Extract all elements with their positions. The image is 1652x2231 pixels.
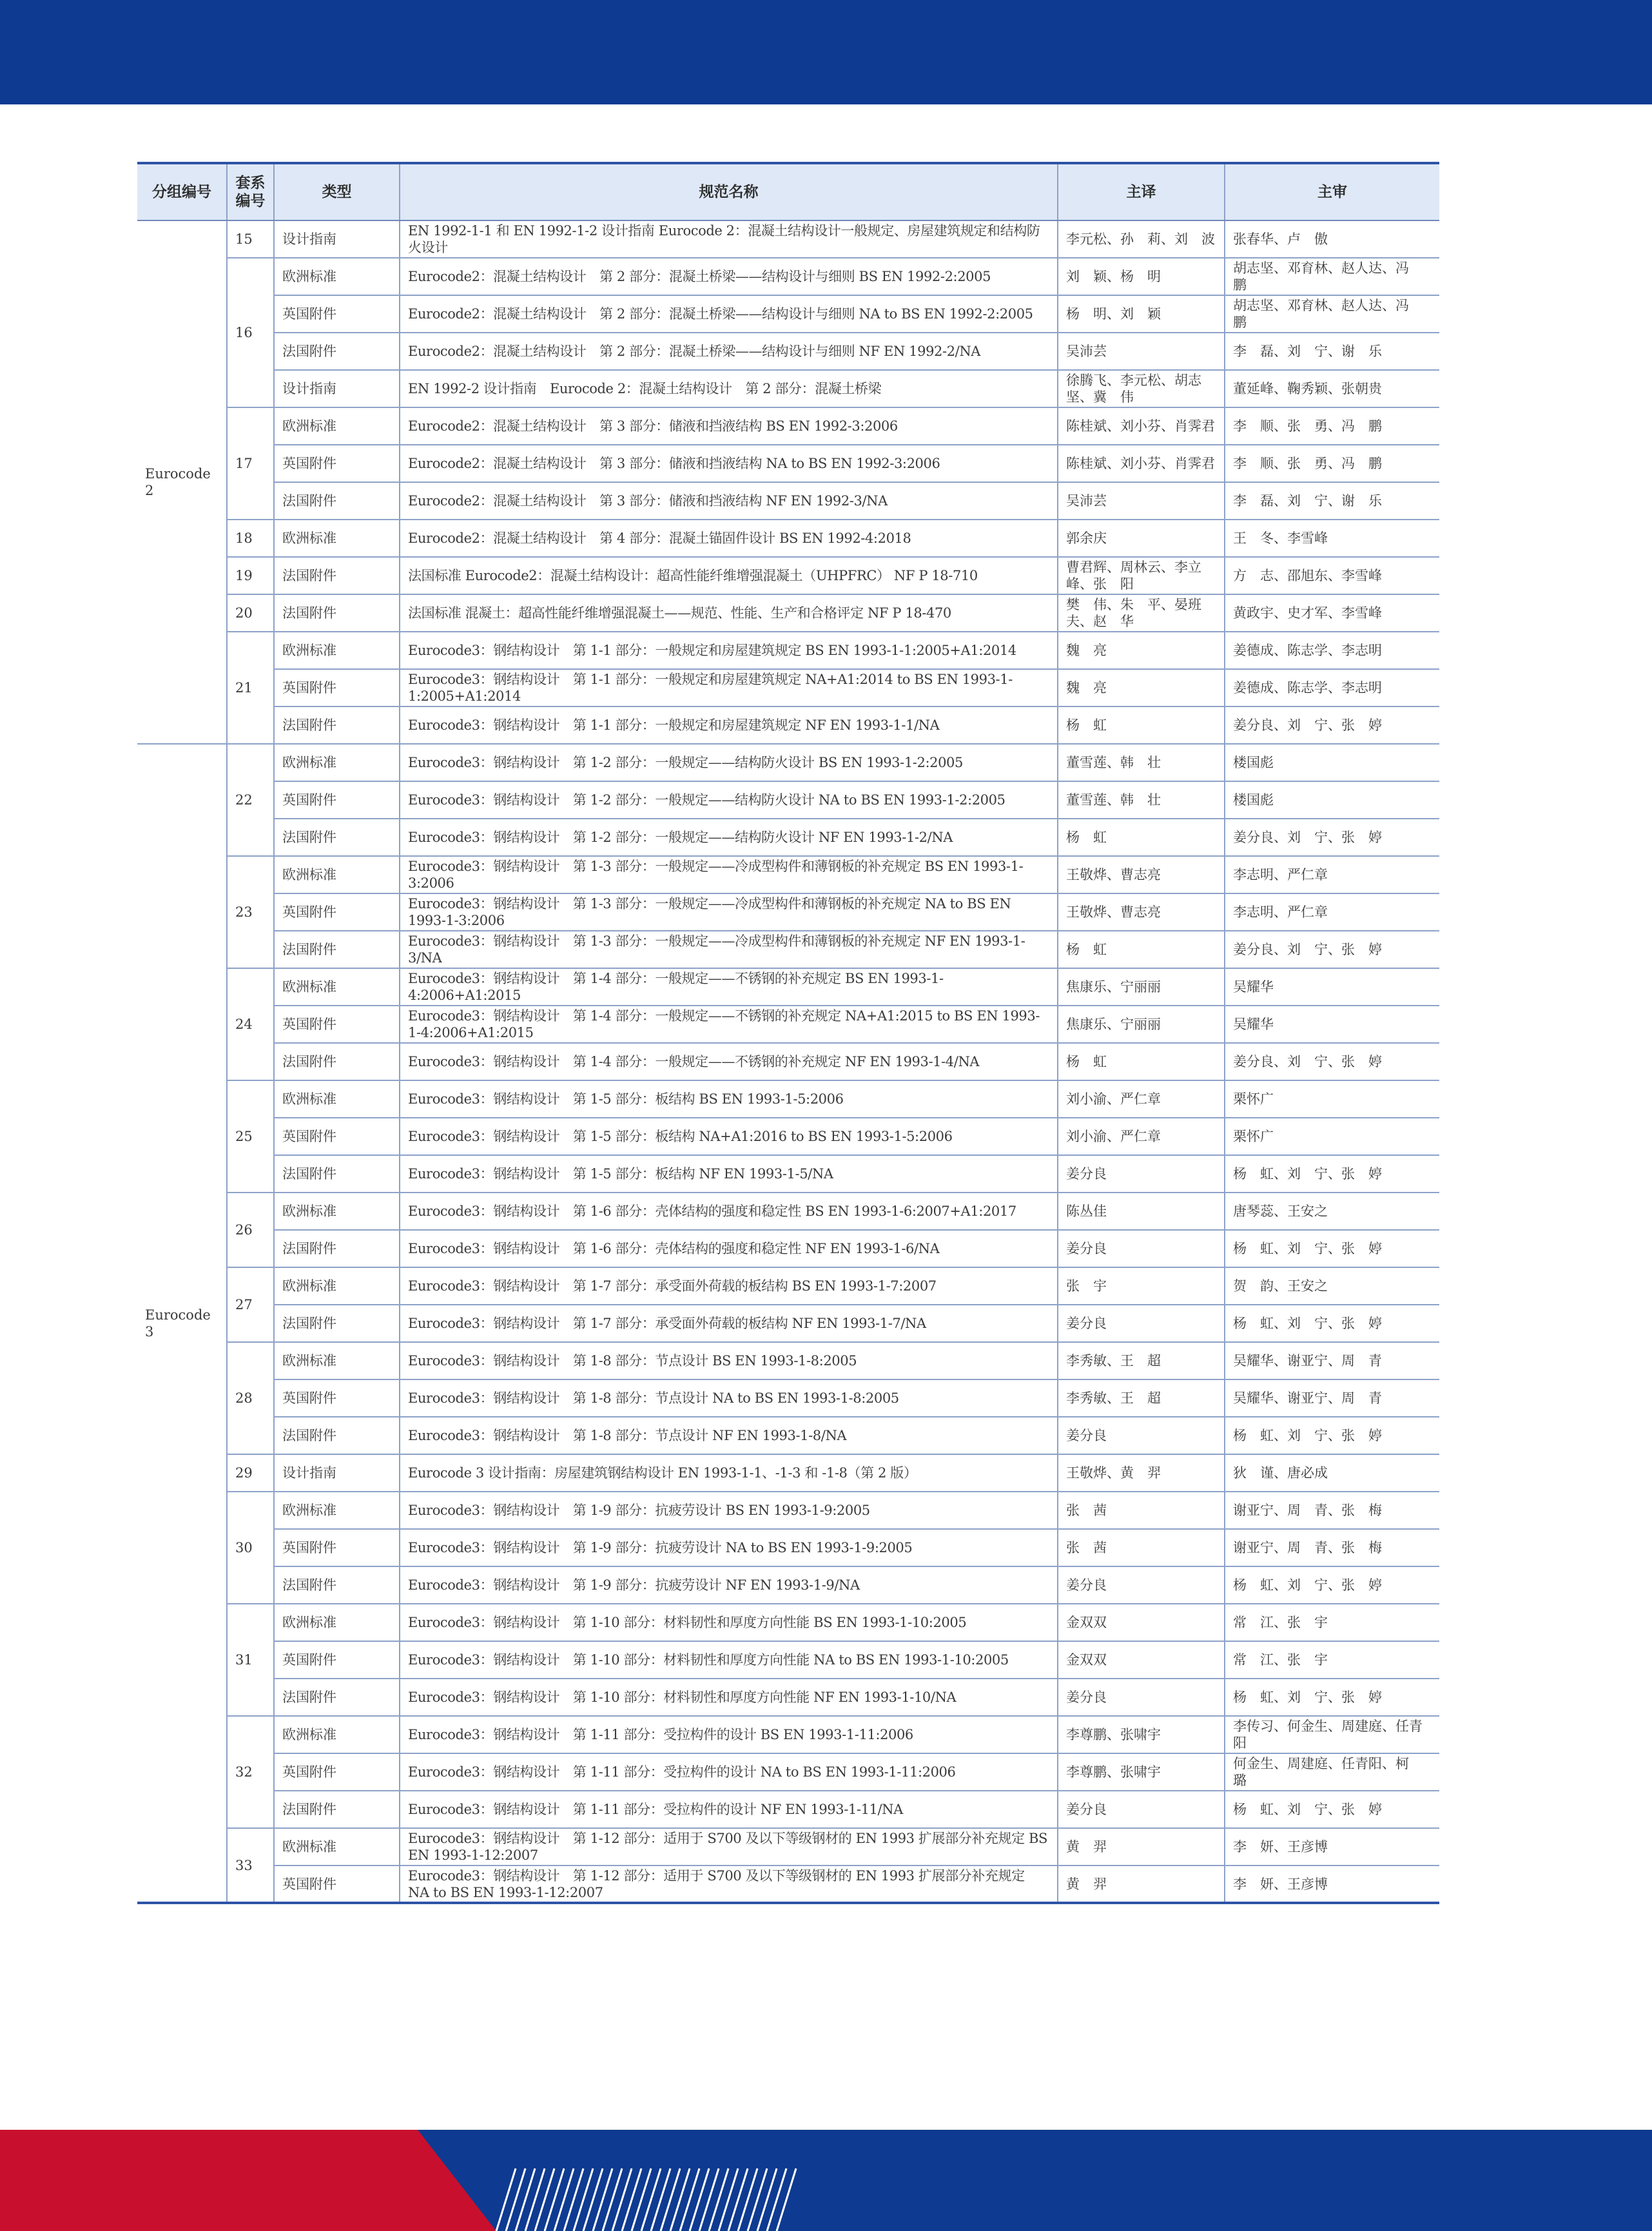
hatch-line: [767, 2168, 786, 2231]
type-cell: 欧洲标准: [274, 968, 400, 1006]
type-cell: 英国附件: [274, 1529, 400, 1566]
reviewer-cell: 姜分良、刘 宁、张 婷: [1225, 706, 1439, 744]
translator-cell: 李尊鹏、张啸宇: [1058, 1716, 1225, 1753]
table-row: [137, 706, 1439, 744]
table-row: [137, 1866, 1439, 1903]
hatch-line: [593, 2168, 612, 2231]
hatch-line: [603, 2168, 622, 2231]
type-cell: 法国附件: [274, 1679, 400, 1716]
hatch-line: [554, 2168, 574, 2231]
spec-name-cell: Eurocode2：混凝土结构设计 第 3 部分：储液和挡液结构 NA to BS EN 1992-3:2006: [400, 445, 1058, 482]
type-cell: 设计指南: [274, 1454, 400, 1492]
translator-cell: 刘小渝、严仁章: [1058, 1118, 1225, 1155]
reviewer-cell: 董延峰、鞠秀颖、张朝贵: [1225, 370, 1439, 407]
spec-name-cell: Eurocode3：钢结构设计 第 1-7 部分：承受面外荷载的板结构 NF EN 1993-1-7/NA: [400, 1305, 1058, 1342]
type-cell: 欧洲标准: [274, 1080, 400, 1118]
spec-name-cell: Eurocode3：钢结构设计 第 1-7 部分：承受面外荷载的板结构 BS EN 1993-1-7:2007: [400, 1267, 1058, 1305]
type-cell: 欧洲标准: [274, 1828, 400, 1866]
translator-cell: 吴沛芸: [1058, 482, 1225, 520]
type-cell: 欧洲标准: [274, 744, 400, 781]
table-row: [137, 333, 1439, 370]
type-cell: 法国附件: [274, 482, 400, 520]
set-number-cell: 33: [227, 1828, 274, 1903]
reviewer-cell: 楼国彪: [1225, 744, 1439, 781]
type-cell: 法国附件: [274, 706, 400, 744]
reviewer-cell: 常 江、张 宇: [1225, 1604, 1439, 1641]
translator-cell: 王敬烨、曹志亮: [1058, 893, 1225, 931]
hatch-line: [728, 2168, 748, 2231]
reviewer-cell: 杨 虹、刘 宁、张 婷: [1225, 1155, 1439, 1193]
type-cell: 欧洲标准: [274, 1716, 400, 1753]
table-row: [137, 1791, 1439, 1828]
hatch-line: [661, 2168, 680, 2231]
hatch-line: [496, 2168, 516, 2231]
reviewer-cell: 杨 虹、刘 宁、张 婷: [1225, 1417, 1439, 1454]
spec-name-cell: 法国标准 Eurocode2：混凝土结构设计：超高性能纤维增强混凝土（UHPFRC） NF P 18-710: [400, 557, 1058, 594]
type-cell: 法国附件: [274, 1305, 400, 1342]
spec-name-cell: Eurocode3：钢结构设计 第 1-2 部分：一般规定——结构防火设计 NF EN 1993-1-2/NA: [400, 819, 1058, 856]
table-row: [137, 1604, 1439, 1641]
table-row: [137, 1679, 1439, 1716]
translator-cell: 陈桂斌、刘小芬、肖霁君: [1058, 445, 1225, 482]
header-type: 类型: [274, 163, 400, 220]
reviewer-cell: 李 磊、刘 宁、谢 乐: [1225, 482, 1439, 520]
translator-cell: 王敬烨、黄 羿: [1058, 1454, 1225, 1492]
translator-cell: 樊 伟、朱 平、晏班夫、赵 华: [1058, 594, 1225, 632]
reviewer-cell: 张春华、卢 傲: [1225, 220, 1439, 258]
set-number-cell: 15: [227, 220, 274, 258]
spec-name-cell: Eurocode3：钢结构设计 第 1-6 部分：壳体结构的强度和稳定性 NF EN 1993-1-6/NA: [400, 1230, 1058, 1267]
spec-name-cell: Eurocode3：钢结构设计 第 1-8 部分：节点设计 NF EN 1993-1-8/NA: [400, 1417, 1058, 1454]
type-cell: 法国附件: [274, 333, 400, 370]
table-row: [137, 632, 1439, 669]
translator-cell: 陈丛佳: [1058, 1193, 1225, 1230]
hatch-line: [777, 2168, 796, 2231]
hatch-line: [738, 2168, 757, 2231]
table-row: [137, 220, 1439, 258]
hatch-line: [651, 2168, 670, 2231]
table-row: [137, 669, 1439, 706]
spec-name-cell: Eurocode3：钢结构设计 第 1-3 部分：一般规定——冷成型构件和薄钢板的补充规定 NA to BS EN 1993-1-3:2006: [400, 893, 1058, 931]
reviewer-cell: 李志明、严仁章: [1225, 893, 1439, 931]
set-number-cell: 19: [227, 557, 274, 594]
table-row: [137, 1417, 1439, 1454]
set-number-cell: 30: [227, 1492, 274, 1604]
set-number-cell: 24: [227, 968, 274, 1080]
type-cell: 欧洲标准: [274, 520, 400, 557]
translator-cell: 张 宇: [1058, 1267, 1225, 1305]
table-row: [137, 1043, 1439, 1080]
spec-name-cell: Eurocode2：混凝土结构设计 第 2 部分：混凝土桥梁——结构设计与细则 NF EN 1992-2/NA: [400, 333, 1058, 370]
table-row: [137, 258, 1439, 295]
type-cell: 欧洲标准: [274, 632, 400, 669]
table-row: [137, 1529, 1439, 1566]
table-row: [137, 968, 1439, 1006]
spec-name-cell: Eurocode3：钢结构设计 第 1-9 部分：抗疲劳设计 BS EN 1993-1-9:2005: [400, 1492, 1058, 1529]
type-cell: 设计指南: [274, 370, 400, 407]
type-cell: 法国附件: [274, 1566, 400, 1604]
spec-name-cell: Eurocode3：钢结构设计 第 1-11 部分：受拉构件的设计 NF EN 1993-1-11/NA: [400, 1791, 1058, 1828]
footer-red-stripe: [0, 2130, 496, 2231]
type-cell: 法国附件: [274, 1230, 400, 1267]
hatch-line: [719, 2168, 738, 2231]
reviewer-cell: 唐琴蕊、王安之: [1225, 1193, 1439, 1230]
translator-cell: 曹君辉、周林云、李立峰、张 阳: [1058, 557, 1225, 594]
translator-cell: 董雪莲、韩 壮: [1058, 781, 1225, 819]
table-row: [137, 1155, 1439, 1193]
group-cell: Eurocode 2: [137, 220, 227, 744]
translator-cell: 姜分良: [1058, 1679, 1225, 1716]
spec-name-cell: Eurocode3：钢结构设计 第 1-2 部分：一般规定——结构防火设计 NA to BS EN 1993-1-2:2005: [400, 781, 1058, 819]
reviewer-cell: 杨 虹、刘 宁、张 婷: [1225, 1679, 1439, 1716]
spec-name-cell: Eurocode3：钢结构设计 第 1-12 部分：适用于 S700 及以下等级钢材的 EN 1993 扩展部分补充规定 NA to BS EN 1993-1-12:2007: [400, 1866, 1058, 1903]
translator-cell: 吴沛芸: [1058, 333, 1225, 370]
hatch-line: [680, 2168, 699, 2231]
type-cell: 法国附件: [274, 1155, 400, 1193]
set-number-cell: 26: [227, 1193, 274, 1267]
header-name: 规范名称: [400, 163, 1058, 220]
table-row: [137, 1379, 1439, 1417]
hatch-line: [641, 2168, 661, 2231]
spec-name-cell: Eurocode3：钢结构设计 第 1-11 部分：受拉构件的设计 BS EN 1993-1-11:2006: [400, 1716, 1058, 1753]
type-cell: 英国附件: [274, 445, 400, 482]
table-row: [137, 1118, 1439, 1155]
reviewer-cell: 王 冬、李雪峰: [1225, 520, 1439, 557]
spec-name-cell: Eurocode3：钢结构设计 第 1-9 部分：抗疲劳设计 NA to BS EN 1993-1-9:2005: [400, 1529, 1058, 1566]
spec-name-cell: Eurocode3：钢结构设计 第 1-5 部分：板结构 BS EN 1993-1-5:2006: [400, 1080, 1058, 1118]
translator-cell: 黄 羿: [1058, 1828, 1225, 1866]
reviewer-cell: 李志明、严仁章: [1225, 856, 1439, 893]
table-row: [137, 744, 1439, 781]
translator-cell: 张 茜: [1058, 1529, 1225, 1566]
spec-name-cell: Eurocode3：钢结构设计 第 1-3 部分：一般规定——冷成型构件和薄钢板的补充规定 BS EN 1993-1-3:2006: [400, 856, 1058, 893]
type-cell: 欧洲标准: [274, 407, 400, 445]
translator-cell: 李秀敏、王 超: [1058, 1342, 1225, 1379]
spec-name-cell: Eurocode3：钢结构设计 第 1-10 部分：材料韧性和厚度方向性能 NF EN 1993-1-10/NA: [400, 1679, 1058, 1716]
type-cell: 欧洲标准: [274, 1492, 400, 1529]
reviewer-cell: 狄 谨、唐必成: [1225, 1454, 1439, 1492]
table-row: [137, 1828, 1439, 1866]
type-cell: 法国附件: [274, 819, 400, 856]
table-row: [137, 893, 1439, 931]
table-row: [137, 407, 1439, 445]
type-cell: 欧洲标准: [274, 1604, 400, 1641]
reviewer-cell: 杨 虹、刘 宁、张 婷: [1225, 1230, 1439, 1267]
type-cell: 英国附件: [274, 1118, 400, 1155]
set-number-cell: 23: [227, 856, 274, 968]
translator-cell: 杨 虹: [1058, 819, 1225, 856]
reviewer-cell: 谢亚宁、周 青、张 梅: [1225, 1529, 1439, 1566]
translator-cell: 王敬烨、曹志亮: [1058, 856, 1225, 893]
type-cell: 英国附件: [274, 669, 400, 706]
table-row: [137, 931, 1439, 968]
table-header-row: [137, 163, 1439, 220]
table-row: [137, 520, 1439, 557]
hatch-line: [699, 2168, 719, 2231]
type-cell: 英国附件: [274, 295, 400, 333]
table-row: [137, 1641, 1439, 1679]
set-number-cell: 16: [227, 258, 274, 407]
spec-name-cell: Eurocode3：钢结构设计 第 1-2 部分：一般规定——结构防火设计 BS EN 1993-1-2:2005: [400, 744, 1058, 781]
header-band: [0, 0, 1652, 104]
type-cell: 英国附件: [274, 1866, 400, 1903]
spec-name-cell: Eurocode 3 设计指南：房屋建筑钢结构设计 EN 1993-1-1、-1-3 和 -1-8（第 2 版）: [400, 1454, 1058, 1492]
spec-name-cell: Eurocode3：钢结构设计 第 1-4 部分：一般规定——不锈钢的补充规定 NF EN 1993-1-4/NA: [400, 1043, 1058, 1080]
table-row: [137, 1492, 1439, 1529]
translator-cell: 金双双: [1058, 1641, 1225, 1679]
spec-name-cell: Eurocode3：钢结构设计 第 1-8 部分：节点设计 BS EN 1993-1-8:2005: [400, 1342, 1058, 1379]
set-number-cell: 22: [227, 744, 274, 856]
reviewer-cell: 李 妍、王彦博: [1225, 1866, 1439, 1903]
spec-name-cell: Eurocode3：钢结构设计 第 1-10 部分：材料韧性和厚度方向性能 NA to BS EN 1993-1-10:2005: [400, 1641, 1058, 1679]
hatch-line: [612, 2168, 632, 2231]
translator-cell: 李元松、孙 莉、刘 波: [1058, 220, 1225, 258]
hatch-line: [574, 2168, 593, 2231]
reviewer-cell: 姜分良、刘 宁、张 婷: [1225, 1043, 1439, 1080]
spec-name-cell: Eurocode2：混凝土结构设计 第 2 部分：混凝土桥梁——结构设计与细则 BS EN 1992-2:2005: [400, 258, 1058, 295]
header-group: 分组编号: [137, 163, 227, 220]
type-cell: 欧洲标准: [274, 258, 400, 295]
footer-graphic: [0, 2130, 1652, 2231]
type-cell: 设计指南: [274, 220, 400, 258]
reviewer-cell: 姜分良、刘 宁、张 婷: [1225, 931, 1439, 968]
spec-name-cell: Eurocode3：钢结构设计 第 1-5 部分：板结构 NA+A1:2016 to BS EN 1993-1-5:2006: [400, 1118, 1058, 1155]
footer-hatch-lines: [496, 2168, 796, 2231]
spec-name-cell: Eurocode3：钢结构设计 第 1-1 部分：一般规定和房屋建筑规定 NA+A1:2014 to BS EN 1993-1-1:2005+A1:2014: [400, 669, 1058, 706]
hatch-line: [564, 2168, 583, 2231]
translator-cell: 姜分良: [1058, 1305, 1225, 1342]
reviewer-cell: 栗怀广: [1225, 1118, 1439, 1155]
type-cell: 英国附件: [274, 1379, 400, 1417]
reviewer-cell: 李传习、何金生、周建庭、任青阳: [1225, 1716, 1439, 1753]
table-row: [137, 1305, 1439, 1342]
spec-name-cell: Eurocode3：钢结构设计 第 1-1 部分：一般规定和房屋建筑规定 BS EN 1993-1-1:2005+A1:2014: [400, 632, 1058, 669]
reviewer-cell: 杨 虹、刘 宁、张 婷: [1225, 1791, 1439, 1828]
translator-cell: 焦康乐、宁丽丽: [1058, 968, 1225, 1006]
spec-name-cell: Eurocode3：钢结构设计 第 1-4 部分：一般规定——不锈钢的补充规定 BS EN 1993-1-4:2006+A1:2015: [400, 968, 1058, 1006]
type-cell: 法国附件: [274, 931, 400, 968]
reviewer-cell: 姜德成、陈志学、李志明: [1225, 669, 1439, 706]
spec-name-cell: Eurocode3：钢结构设计 第 1-9 部分：抗疲劳设计 NF EN 1993-1-9/NA: [400, 1566, 1058, 1604]
specification-table: [137, 162, 1439, 1904]
table-row: [137, 1006, 1439, 1043]
type-cell: 法国附件: [274, 1417, 400, 1454]
spec-name-cell: Eurocode3：钢结构设计 第 1-6 部分：壳体结构的强度和稳定性 BS EN 1993-1-6:2007+A1:2017: [400, 1193, 1058, 1230]
reviewer-cell: 吴耀华、谢亚宁、周 青: [1225, 1379, 1439, 1417]
type-cell: 欧洲标准: [274, 856, 400, 893]
table-row: [137, 1230, 1439, 1267]
spec-name-cell: Eurocode3：钢结构设计 第 1-11 部分：受拉构件的设计 NA to BS EN 1993-1-11:2006: [400, 1753, 1058, 1791]
hatch-line: [670, 2168, 690, 2231]
table-row: [137, 445, 1439, 482]
set-number-cell: 31: [227, 1604, 274, 1716]
type-cell: 英国附件: [274, 781, 400, 819]
translator-cell: 刘 颖、杨 明: [1058, 258, 1225, 295]
table-row: [137, 856, 1439, 893]
spec-name-cell: Eurocode2：混凝土结构设计 第 3 部分：储液和挡液结构 BS EN 1992-3:2006: [400, 407, 1058, 445]
translator-cell: 魏 亮: [1058, 669, 1225, 706]
translator-cell: 杨 明、刘 颖: [1058, 295, 1225, 333]
hatch-line: [545, 2168, 564, 2231]
table-row: [137, 1193, 1439, 1230]
spec-name-cell: Eurocode3：钢结构设计 第 1-10 部分：材料韧性和厚度方向性能 BS EN 1993-1-10:2005: [400, 1604, 1058, 1641]
spec-name-cell: 法国标准 混凝土：超高性能纤维增强混凝土——规范、性能、生产和合格评定 NF P 18-470: [400, 594, 1058, 632]
table-row: [137, 1566, 1439, 1604]
spec-name-cell: Eurocode3：钢结构设计 第 1-5 部分：板结构 NF EN 1993-1-5/NA: [400, 1155, 1058, 1193]
type-cell: 英国附件: [274, 1753, 400, 1791]
translator-cell: 刘小渝、严仁章: [1058, 1080, 1225, 1118]
translator-cell: 姜分良: [1058, 1155, 1225, 1193]
reviewer-cell: 贺 韵、王安之: [1225, 1267, 1439, 1305]
type-cell: 欧洲标准: [274, 1193, 400, 1230]
type-cell: 法国附件: [274, 1791, 400, 1828]
translator-cell: 姜分良: [1058, 1230, 1225, 1267]
spec-name-cell: Eurocode2：混凝土结构设计 第 2 部分：混凝土桥梁——结构设计与细则 NA to BS EN 1992-2:2005: [400, 295, 1058, 333]
hatch-line: [690, 2168, 709, 2231]
header-translator: 主译: [1058, 163, 1225, 220]
type-cell: 法国附件: [274, 1043, 400, 1080]
reviewer-cell: 何金生、周建庭、任青阳、柯 璐: [1225, 1753, 1439, 1791]
type-cell: 英国附件: [274, 1641, 400, 1679]
table-row: [137, 1342, 1439, 1379]
set-number-cell: 32: [227, 1716, 274, 1828]
table-row: [137, 1454, 1439, 1492]
spec-name-cell: Eurocode3：钢结构设计 第 1-12 部分：适用于 S700 及以下等级钢材的 EN 1993 扩展部分补充规定 BS EN 1993-1-12:2007: [400, 1828, 1058, 1866]
spec-name-cell: Eurocode3：钢结构设计 第 1-1 部分：一般规定和房屋建筑规定 NF EN 1993-1-1/NA: [400, 706, 1058, 744]
table-row: [137, 295, 1439, 333]
type-cell: 欧洲标准: [274, 1342, 400, 1379]
translator-cell: 董雪莲、韩 壮: [1058, 744, 1225, 781]
table-row: [137, 594, 1439, 632]
hatch-line: [622, 2168, 641, 2231]
spec-name-cell: Eurocode2：混凝土结构设计 第 4 部分：混凝土锚固件设计 BS EN 1992-4:2018: [400, 520, 1058, 557]
type-cell: 法国附件: [274, 557, 400, 594]
translator-cell: 郭余庆: [1058, 520, 1225, 557]
translator-cell: 李尊鹏、张啸宇: [1058, 1753, 1225, 1791]
table-row: [137, 557, 1439, 594]
translator-cell: 金双双: [1058, 1604, 1225, 1641]
reviewer-cell: 李 妍、王彦博: [1225, 1828, 1439, 1866]
translator-cell: 李秀敏、王 超: [1058, 1379, 1225, 1417]
spec-name-cell: Eurocode3：钢结构设计 第 1-8 部分：节点设计 NA to BS EN 1993-1-8:2005: [400, 1379, 1058, 1417]
spec-name-cell: Eurocode3：钢结构设计 第 1-3 部分：一般规定——冷成型构件和薄钢板的补充规定 NF EN 1993-1-3/NA: [400, 931, 1058, 968]
translator-cell: 姜分良: [1058, 1417, 1225, 1454]
table-row: [137, 1267, 1439, 1305]
reviewer-cell: 吴耀华: [1225, 1006, 1439, 1043]
reviewer-cell: 栗怀广: [1225, 1080, 1439, 1118]
footer-band: [0, 2130, 1652, 2231]
table-row: [137, 1753, 1439, 1791]
group-cell: Eurocode 3: [137, 744, 227, 1903]
hatch-line: [535, 2168, 554, 2231]
set-number-cell: 17: [227, 407, 274, 520]
reviewer-cell: 杨 虹、刘 宁、张 婷: [1225, 1566, 1439, 1604]
hatch-line: [709, 2168, 728, 2231]
reviewer-cell: 方 志、邵旭东、李雪峰: [1225, 557, 1439, 594]
set-number-cell: 20: [227, 594, 274, 632]
hatch-line: [632, 2168, 651, 2231]
translator-cell: 黄 羿: [1058, 1866, 1225, 1903]
reviewer-cell: 吴耀华: [1225, 968, 1439, 1006]
header-reviewer: 主审: [1225, 163, 1439, 220]
spec-name-cell: Eurocode2：混凝土结构设计 第 3 部分：储液和挡液结构 NF EN 1992-3/NA: [400, 482, 1058, 520]
table-row: [137, 1716, 1439, 1753]
table-row: [137, 482, 1439, 520]
header-set: 套系编号: [227, 163, 274, 220]
hatch-line: [583, 2168, 603, 2231]
table-row: [137, 819, 1439, 856]
translator-cell: 姜分良: [1058, 1566, 1225, 1604]
spec-name-cell: EN 1992-1-1 和 EN 1992-1-2 设计指南 Eurocode 2：混凝土结构设计一般规定、房屋建筑规定和结构防火设计: [400, 220, 1058, 258]
translator-cell: 张 茜: [1058, 1492, 1225, 1529]
hatch-line: [506, 2168, 525, 2231]
table-row: [137, 781, 1439, 819]
type-cell: 法国附件: [274, 594, 400, 632]
table-body: [137, 220, 1439, 1903]
translator-cell: 杨 虹: [1058, 931, 1225, 968]
type-cell: 英国附件: [274, 893, 400, 931]
reviewer-cell: 楼国彪: [1225, 781, 1439, 819]
translator-cell: 陈桂斌、刘小芬、肖霁君: [1058, 407, 1225, 445]
translator-cell: 焦康乐、宁丽丽: [1058, 1006, 1225, 1043]
set-number-cell: 27: [227, 1267, 274, 1342]
set-number-cell: 29: [227, 1454, 274, 1492]
reviewer-cell: 胡志坚、邓育林、赵人达、冯 鹏: [1225, 258, 1439, 295]
spec-name-cell: EN 1992-2 设计指南 Eurocode 2：混凝土结构设计 第 2 部分：混凝土桥梁: [400, 370, 1058, 407]
reviewer-cell: 胡志坚、邓育林、赵人达、冯 鹏: [1225, 295, 1439, 333]
type-cell: 英国附件: [274, 1006, 400, 1043]
reviewer-cell: 黄政宇、史才军、李雪峰: [1225, 594, 1439, 632]
reviewer-cell: 谢亚宁、周 青、张 梅: [1225, 1492, 1439, 1529]
translator-cell: 魏 亮: [1058, 632, 1225, 669]
set-number-cell: 21: [227, 632, 274, 744]
translator-cell: 姜分良: [1058, 1791, 1225, 1828]
reviewer-cell: 姜德成、陈志学、李志明: [1225, 632, 1439, 669]
set-number-cell: 25: [227, 1080, 274, 1193]
type-cell: 欧洲标准: [274, 1267, 400, 1305]
reviewer-cell: 吴耀华、谢亚宁、周 青: [1225, 1342, 1439, 1379]
reviewer-cell: 李 顺、张 勇、冯 鹏: [1225, 445, 1439, 482]
reviewer-cell: 杨 虹、刘 宁、张 婷: [1225, 1305, 1439, 1342]
hatch-line: [516, 2168, 535, 2231]
hatch-line: [757, 2168, 777, 2231]
set-number-cell: 28: [227, 1342, 274, 1454]
reviewer-cell: 常 江、张 宇: [1225, 1641, 1439, 1679]
translator-cell: 徐腾飞、李元松、胡志坚、冀 伟: [1058, 370, 1225, 407]
reviewer-cell: 李 顺、张 勇、冯 鹏: [1225, 407, 1439, 445]
set-number-cell: 18: [227, 520, 274, 557]
table-row: [137, 370, 1439, 407]
reviewer-cell: 姜分良、刘 宁、张 婷: [1225, 819, 1439, 856]
reviewer-cell: 李 磊、刘 宁、谢 乐: [1225, 333, 1439, 370]
translator-cell: 杨 虹: [1058, 706, 1225, 744]
spec-name-cell: Eurocode3：钢结构设计 第 1-4 部分：一般规定——不锈钢的补充规定 NA+A1:2015 to BS EN 1993-1-4:2006+A1:2015: [400, 1006, 1058, 1043]
translator-cell: 杨 虹: [1058, 1043, 1225, 1080]
table-row: [137, 1080, 1439, 1118]
hatch-line: [525, 2168, 545, 2231]
hatch-line: [748, 2168, 767, 2231]
